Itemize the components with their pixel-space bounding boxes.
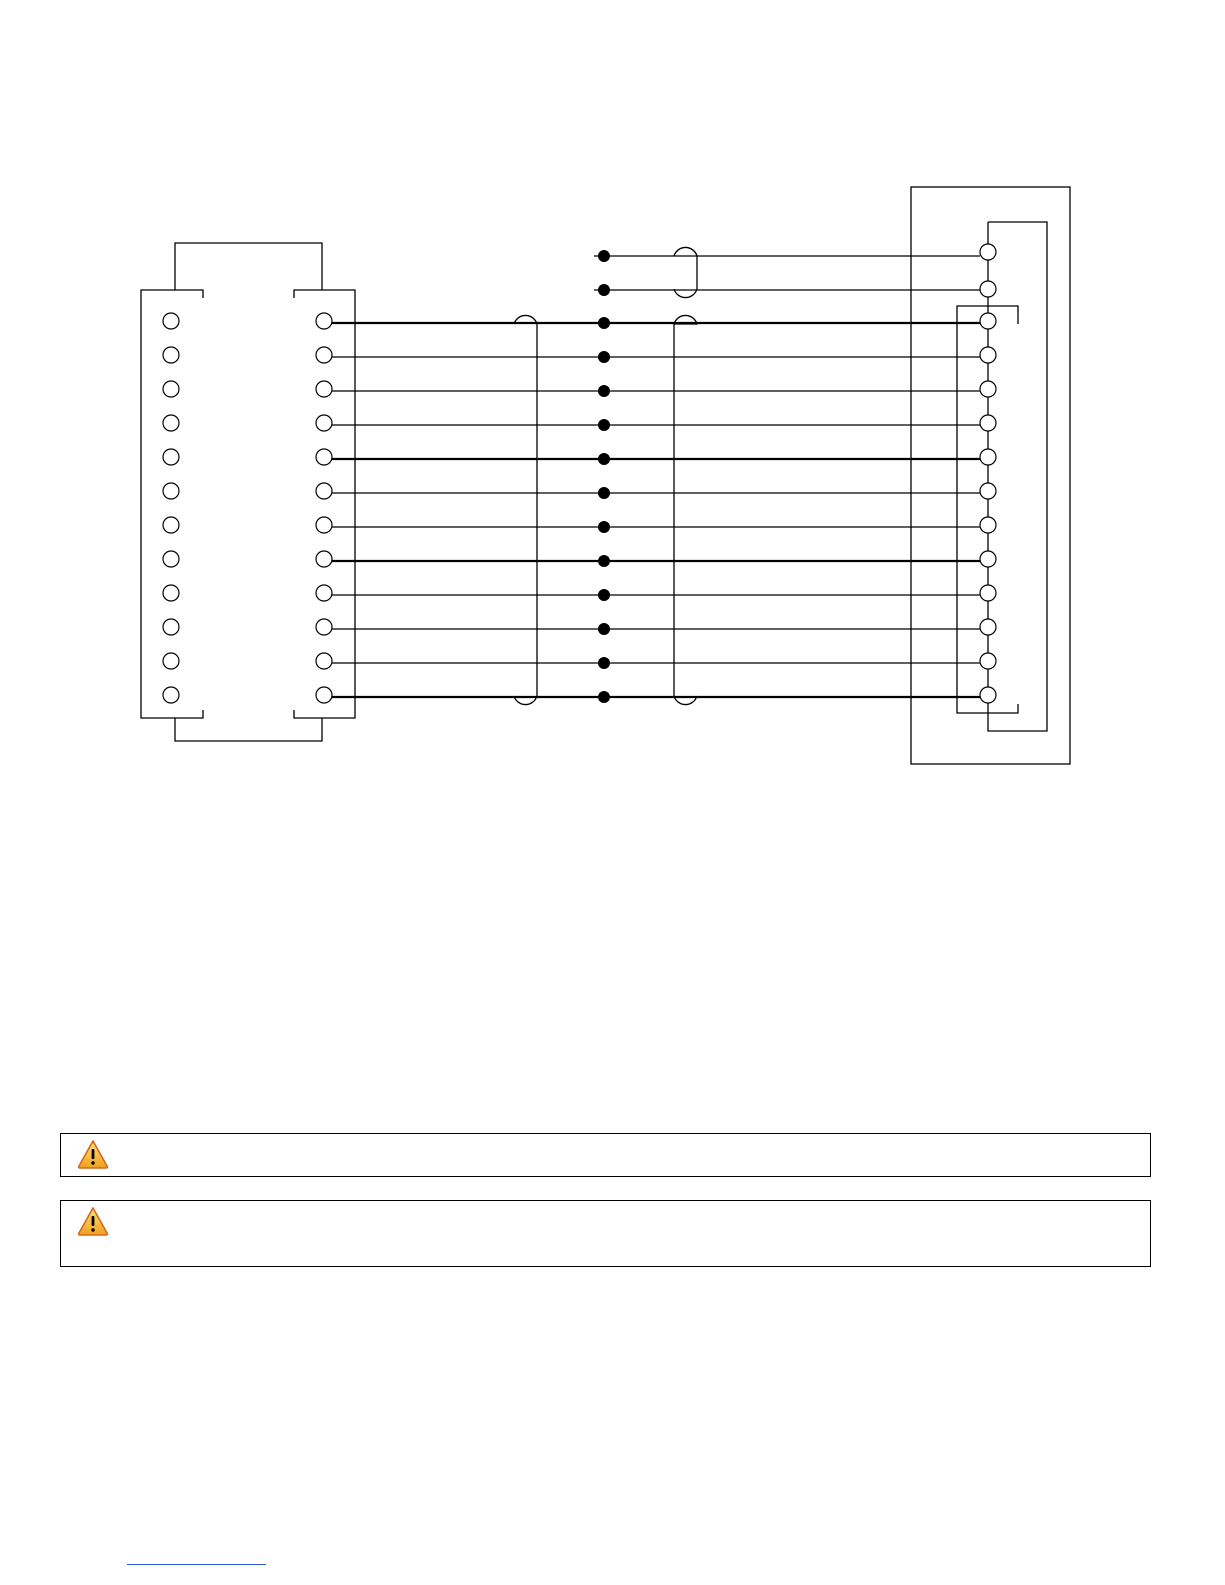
splice-dot — [598, 691, 610, 703]
right-pin — [980, 517, 996, 533]
left-pin-a — [163, 347, 179, 363]
left-pin-a — [163, 551, 179, 567]
warning-box-1 — [60, 1133, 1151, 1177]
splice-dot — [598, 453, 610, 465]
right-pin — [980, 281, 996, 297]
splice-dot — [598, 284, 610, 296]
right-pin — [980, 483, 996, 499]
wire-bundle — [332, 256, 980, 697]
splice-points — [598, 250, 610, 703]
warning-box-2 — [60, 1200, 1151, 1267]
left-pin-a — [163, 619, 179, 635]
left-pin-b — [316, 415, 332, 431]
splice-dot — [598, 555, 610, 567]
right-pin — [980, 619, 996, 635]
left-connector — [141, 243, 355, 741]
left-pin-a — [163, 585, 179, 601]
left-pin-a — [163, 381, 179, 397]
splice-dot — [598, 657, 610, 669]
right-pin — [980, 653, 996, 669]
left-pin-b — [316, 585, 332, 601]
left-pin-a — [163, 687, 179, 703]
left-pin-b — [316, 653, 332, 669]
left-pin-a — [163, 449, 179, 465]
splice-dot — [598, 419, 610, 431]
left-pin-b — [316, 483, 332, 499]
shield-loops — [514, 247, 697, 704]
left-connector-bottom-bracket — [175, 718, 322, 741]
right-connector-outer-box — [911, 187, 1070, 764]
right-pin — [980, 415, 996, 431]
right-pin — [980, 381, 996, 397]
left-pin-a — [163, 313, 179, 329]
right-shield-loop-lower — [674, 315, 697, 704]
right-pin — [980, 347, 996, 363]
left-pin-b — [316, 517, 332, 533]
right-pin — [980, 687, 996, 703]
left-pin-a — [163, 415, 179, 431]
splice-dot — [598, 385, 610, 397]
left-pin-b — [316, 687, 332, 703]
splice-dot — [598, 487, 610, 499]
right-pin — [980, 449, 996, 465]
left-pin-a — [163, 517, 179, 533]
left-pin-b — [316, 619, 332, 635]
right-connector — [911, 187, 1070, 764]
warning-triangle-icon — [77, 1206, 109, 1236]
left-connector-top-bracket — [175, 243, 322, 290]
splice-dot — [598, 317, 610, 329]
left-shield-loop — [514, 315, 537, 704]
footer-link[interactable] — [127, 1552, 266, 1565]
left-pin-b — [316, 313, 332, 329]
splice-dot — [598, 351, 610, 363]
right-pin — [980, 313, 996, 329]
right-connector-inner-frame — [988, 222, 1047, 731]
splice-dot — [598, 521, 610, 533]
left-pin-a — [163, 653, 179, 669]
left-pin-b — [316, 381, 332, 397]
splice-dot — [598, 250, 610, 262]
splice-dot — [598, 623, 610, 635]
left-pin-a — [163, 483, 179, 499]
right-pin — [980, 585, 996, 601]
right-pin — [980, 244, 996, 260]
warning-triangle-icon — [77, 1139, 109, 1169]
left-pin-b — [316, 551, 332, 567]
left-pin-b — [316, 449, 332, 465]
splice-dot — [598, 589, 610, 601]
right-pin — [980, 551, 996, 567]
left-pin-b — [316, 347, 332, 363]
